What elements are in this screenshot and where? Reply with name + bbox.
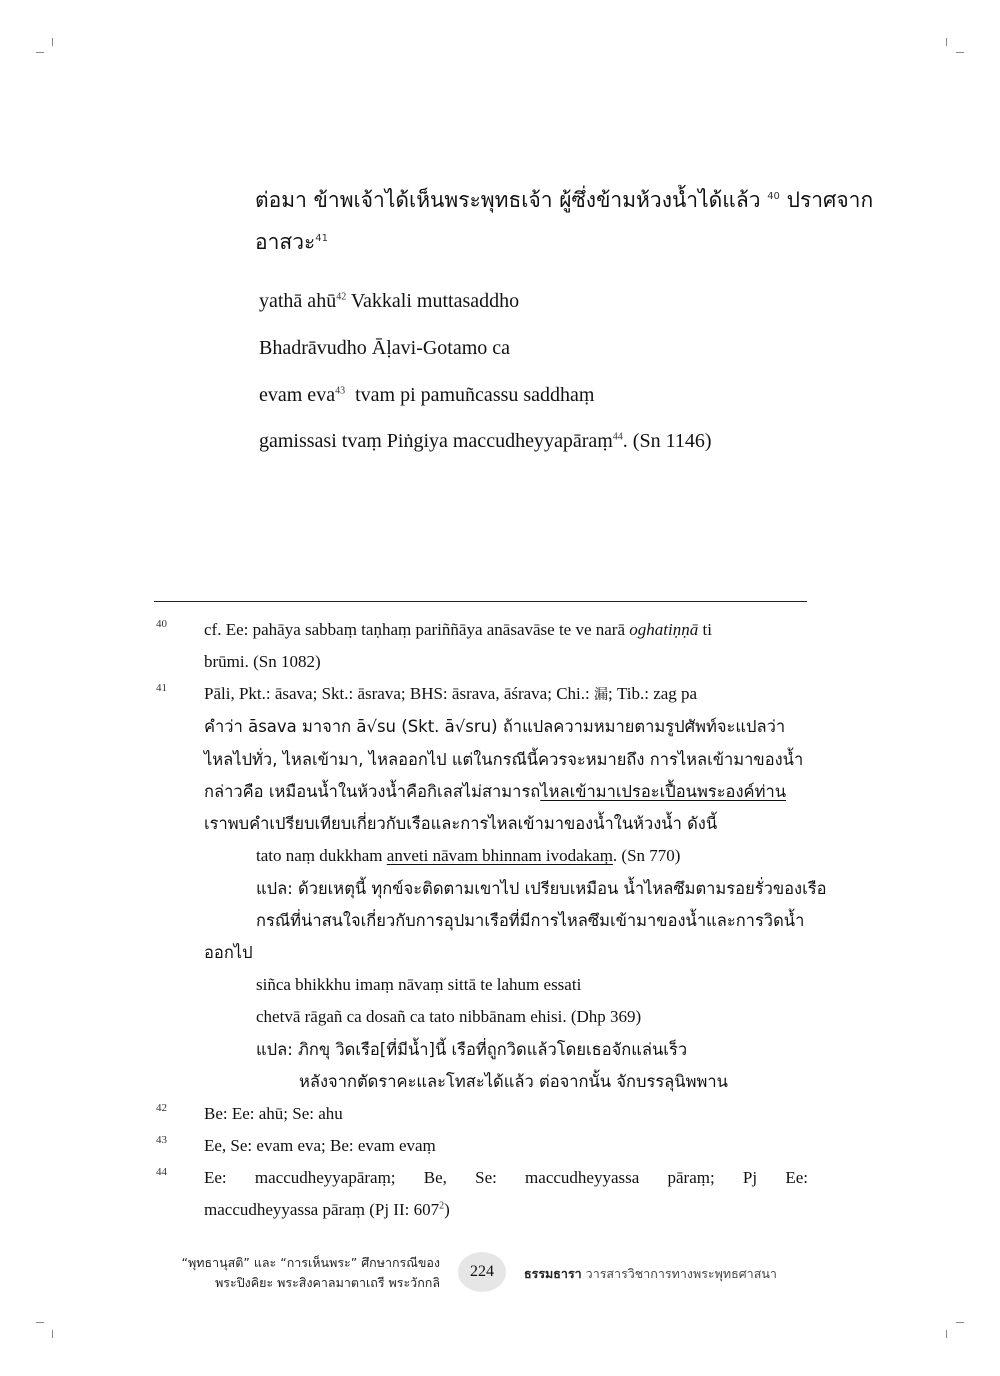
footnote-emphasis: oghatiṇṇā — [629, 620, 699, 639]
footnote-number: 42 — [156, 1102, 167, 1114]
verse-line-4 — [259, 430, 712, 453]
footer-title-line-2: พระปิงคิยะ พระสิงคาลมาตาเถรี พระวักกลิ — [215, 1275, 440, 1290]
crop-mark — [956, 1322, 964, 1323]
note-line-1: กรณีที่น่าสนใจเกี่ยวกับการอุปมาเรือที่มีการไหลซึมเข้ามาของน้ำและการวิดน้ำ — [256, 911, 805, 930]
footnote-44-line-2 — [204, 1200, 450, 1220]
verse-line-2 — [259, 337, 510, 360]
footer-journal — [524, 1264, 777, 1284]
quote-dhp369-line-2: chetvā rāgañ ca dosañ ca tato nibbānam ehisi. (Dhp 369) — [256, 1007, 642, 1026]
crop-mark — [52, 38, 53, 46]
footnote-ref: 40 — [767, 191, 780, 202]
crop-mark — [36, 1322, 44, 1323]
verse-text: tvam pi pamuñcassu saddhaṃ — [355, 384, 595, 406]
journal-name: ธรรมธารา — [524, 1266, 582, 1281]
journal-description: วารสารวิชาการทางพระพุทธศาสนา — [585, 1266, 777, 1281]
translation-dhp369-line-1: แปล: ภิกขุ วิดเรือ[ที่มีน้ำ]นี้ เรือที่ถูกวิดแล้วโดยเธอจักแล่นเร็ว — [256, 1040, 688, 1059]
note-line-2: ออกไป — [204, 943, 253, 962]
footnote-40 — [204, 620, 814, 640]
footnote-ref: 43 — [335, 385, 346, 397]
footnote-40-line-2: brūmi. (Sn 1082) — [204, 652, 321, 671]
footnote-ref: 44 — [612, 431, 623, 443]
footnote-text: ti — [698, 620, 712, 639]
footnote-41-line-5: เราพบคำเปรียบเทียบเกี่ยวกับเรือและการไหลเข้ามาของน้ำในห้วงน้ำ ดังนี้ — [204, 814, 718, 833]
translation-dhp369-line-2: หลังจากตัดราคะและโทสะได้แล้ว ต่อจากนั้น จักบรรลุนิพพาน — [299, 1072, 728, 1091]
crop-mark — [36, 52, 44, 53]
footnote-number: 43 — [156, 1134, 167, 1146]
main-line-1 — [255, 184, 874, 217]
footnote-number: 41 — [156, 682, 167, 694]
footnote-text: Pāli, Pkt.: āsava; Skt.: āsrava; BHS: āsrava, āśrava; Chi.: — [204, 684, 594, 703]
footnote-41-line-2: คำว่า āsava มาจาก ā√su (Skt. ā√sru) ถ้าแปลความหมายตามรูปศัพท์จะแปลว่า — [204, 717, 786, 736]
footer-article-title — [150, 1253, 440, 1293]
verse-text: . (Sn 1146) — [622, 430, 712, 452]
crop-mark — [52, 1330, 53, 1338]
crop-mark — [946, 1330, 947, 1338]
footnote-41-line-4 — [204, 779, 786, 805]
verse-line-3 — [259, 384, 594, 407]
footnote-number: 40 — [156, 618, 167, 630]
footnote-text: ) — [444, 1200, 450, 1219]
footnote-41-line-3: ไหลไปทั่ว, ไหลเข้ามา, ไหลออกไป แต่ในกรณีนี้ควรจะหมายถึง การไหลเข้ามาของน้ำ — [204, 750, 804, 769]
verse-text: evam eva — [259, 384, 336, 406]
main-text: อาสวะ — [255, 230, 316, 254]
translation-sn770: แปล: ด้วยเหตุนี้ ทุกข์จะติดตามเขาไป เปรียบเหมือน น้ำไหลซึมตามรอยรั่วของเรือ — [256, 879, 827, 898]
footnote-41-line-1 — [204, 684, 697, 704]
footer-title-line-1: “พุทธานุสติ” และ “การเห็นพระ” ศึกษากรณีของ — [181, 1255, 440, 1270]
footnote-43: Ee, Se: evam eva; Be: evam evaṃ — [204, 1136, 436, 1155]
footnote-number: 44 — [156, 1166, 167, 1178]
quote-text: tato naṃ dukkham — [256, 846, 387, 865]
footnote-text: ; Tib.: zag pa — [608, 684, 698, 703]
verse-text: Bhadrāvudho Āḷavi-Gotamo ca — [259, 337, 511, 359]
underlined-text: anveti nāvam bhinnam ivodakaṃ — [386, 846, 613, 865]
main-text: ต่อมา ข้าพเจ้าได้เห็นพระพุทธเจ้า ผู้ซึ่งข้ามห้วงน้ำได้แล้ว — [255, 188, 761, 212]
page-number: 224 — [458, 1252, 506, 1292]
verse-text: gamissasi tvaṃ Piṅgiya maccudheyyapāraṃ — [259, 430, 613, 452]
verse-line-1 — [259, 290, 519, 313]
underlined-text: ไหลเข้ามาเปรอะเปื้อนพระองค์ท่าน — [540, 782, 786, 801]
footnote-text: กล่าวคือ เหมือนน้ำในห้วงน้ำคือกิเลสไม่สามารถ — [204, 782, 541, 801]
superscript: 2 — [439, 1200, 445, 1212]
crop-mark — [946, 38, 947, 46]
verse-text: Vakkali muttasaddho — [350, 290, 520, 312]
footnote-44-line-1: Ee: maccudheyyapāraṃ; Be, Se: maccudheyyassa pāraṃ; Pj Ee: — [204, 1168, 808, 1187]
verse-text: yathā ahū — [259, 290, 337, 312]
crop-mark — [956, 52, 964, 53]
quote-text: . (Sn 770) — [612, 846, 681, 865]
footnote-text: maccudheyyassa pāraṃ (Pj II: 607 — [204, 1200, 440, 1219]
footnote-separator — [154, 601, 807, 602]
footnote-ref: 42 — [336, 291, 347, 303]
main-text: ปราศจาก — [786, 188, 874, 212]
footnote-text: cf. Ee: pahāya sabbaṃ taṇhaṃ pariññāya anāsavāse te ve narā — [204, 620, 630, 639]
main-line-2 — [255, 226, 328, 259]
quote-dhp369-line-1: siñca bhikkhu imaṃ nāvaṃ sittā te lahum essati — [256, 975, 582, 994]
chinese-character: 漏 — [594, 687, 608, 703]
footnote-42: Be: Ee: ahū; Se: ahu — [204, 1104, 343, 1123]
quote-sn770 — [256, 846, 680, 866]
footnote-ref: 41 — [315, 233, 329, 244]
